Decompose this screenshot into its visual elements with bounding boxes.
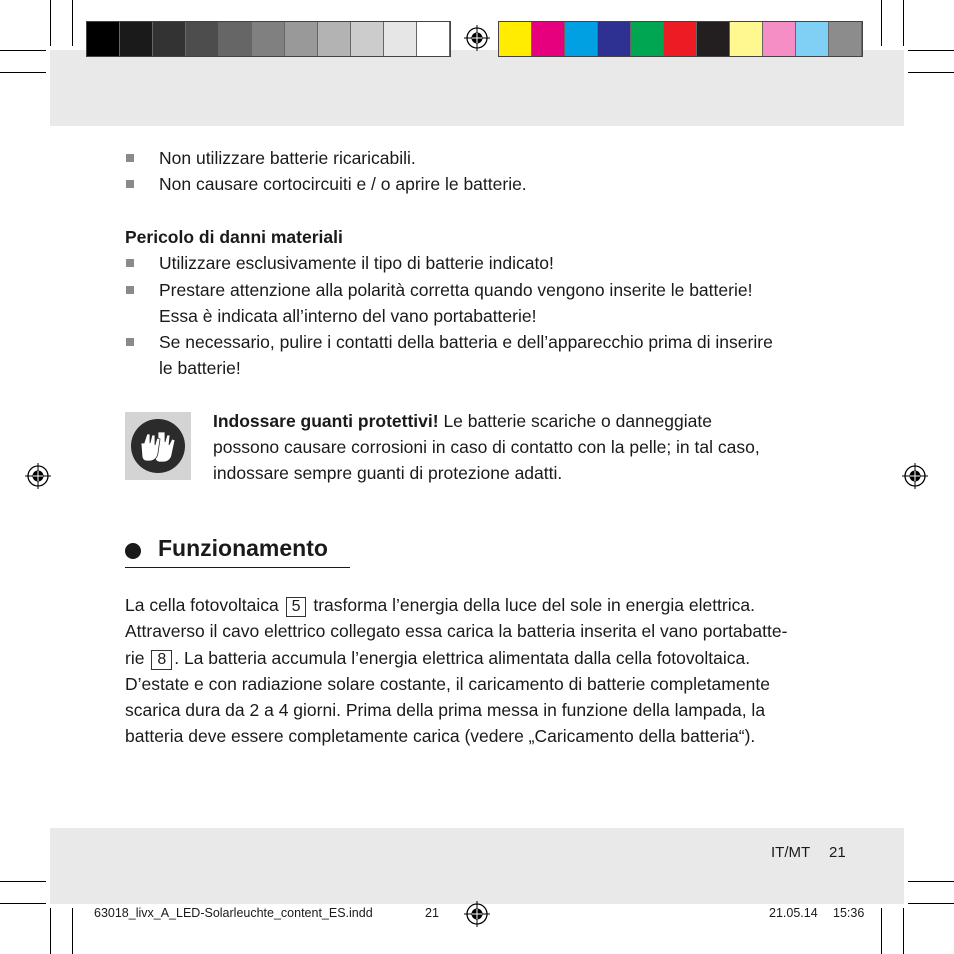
list-item: Non utilizzare batterie ricaricabili. [159,148,416,168]
crop-mark [881,0,882,46]
section-bullet-dot [125,543,141,559]
greyscale-calibration-bar [86,21,451,57]
warning-heading: Indossare guanti protettivi! [213,411,439,431]
page-number: 21 [829,844,846,861]
color-swatch [499,22,532,56]
color-swatch [697,22,730,56]
slug-page: 21 [425,906,439,920]
crop-mark [72,908,73,954]
list-item: Non causare cortocircuiti e / o aprire le batterie. [159,174,527,194]
crop-mark [908,881,954,882]
paragraph-line [125,645,750,671]
part-reference-8: 8 [151,650,172,670]
registration-mark-icon [464,901,490,927]
color-calibration-bar [498,21,863,57]
color-swatch [829,22,862,56]
color-swatch [664,22,697,56]
list-item-continuation: Essa è indicata all’interno del vano portabatterie! [159,306,537,326]
section-title-underline [125,567,350,568]
slug-filename: 63018_livx_A_LED-Solarleuchte_content_ES.indd [94,906,373,920]
footer-language: IT/MT [771,844,811,861]
part-reference-5: 5 [286,597,307,617]
color-swatch [565,22,598,56]
grey-swatch [318,22,351,56]
paragraph-line: scarica dura da 2 a 4 giorni. Prima della prima messa in funzione della lampada, la [125,700,766,720]
grey-swatch [219,22,252,56]
color-swatch [532,22,565,56]
bullet-marker [126,286,134,294]
grey-swatch [252,22,285,56]
crop-mark [908,903,954,904]
section-title: Funzionamento [158,535,328,561]
bullet-marker [126,259,134,267]
crop-mark [50,908,51,954]
warning-line [213,408,712,434]
grey-swatch [153,22,186,56]
registration-mark-icon [464,25,490,51]
warning-line: possono causare corrosioni in caso di contatto con la pelle; in tal caso, [213,437,760,457]
color-swatch [631,22,664,56]
bullet-marker [126,154,134,162]
slug-date: 21.05.14 [769,906,818,920]
crop-mark [72,0,73,46]
grey-swatch [351,22,384,56]
crop-mark [881,908,882,954]
crop-mark [0,881,46,882]
header-band [50,50,904,126]
list-item: Se necessario, pulire i contatti della batteria e dell’apparecchio prima di inserire [159,332,773,352]
grey-swatch [417,22,450,56]
bullet-marker [126,338,134,346]
grey-swatch [87,22,120,56]
registration-mark-icon [25,463,51,489]
crop-mark [0,50,46,51]
crop-mark [0,903,46,904]
text-run: trasforma l’energia della luce del sole in energia elettrica. [308,595,755,615]
grey-swatch [285,22,318,56]
list-item: Prestare attenzione alla polarità corretta quando vengono inserite le batterie! [159,280,753,300]
grey-swatch [384,22,417,56]
paragraph-line: Attraverso il cavo elettrico collegato essa carica la batteria inserita el vano portabatte- [125,621,788,641]
paragraph-line: D’estate e con radiazione solare costante, il caricamento di batterie completamente [125,674,770,694]
paragraph-line: batteria deve essere completamente carica (vedere „Caricamento della batteria“). [125,726,756,746]
warning-text: Le batterie scariche o danneggiate [438,411,712,431]
list-item: Utilizzare esclusivamente il tipo di batterie indicato! [159,253,554,273]
warning-line: indossare sempre guanti di protezione adatti. [213,463,563,483]
grey-swatch [186,22,219,56]
list-item-continuation: le batterie! [159,358,241,378]
crop-mark [0,72,46,73]
paragraph-line [125,592,755,618]
text-run: La cella fotovoltaica [125,595,284,615]
color-swatch [730,22,763,56]
crop-mark [50,0,51,46]
slug-time: 15:36 [833,906,865,920]
grey-swatch [120,22,153,56]
color-swatch [763,22,796,56]
crop-mark [908,72,954,73]
text-run: . La batteria accumula l’energia elettrica alimentata dalla cella fotovoltaica. [174,648,751,668]
text-run: rie [125,648,150,668]
registration-mark-icon [902,463,928,489]
color-swatch [598,22,631,56]
footer-band [50,828,904,904]
protective-gloves-icon [125,412,191,480]
color-swatch [796,22,829,56]
crop-mark [903,0,904,46]
bullet-marker [126,180,134,188]
section-subheading: Pericolo di danni materiali [125,227,343,247]
crop-mark [903,908,904,954]
crop-mark [908,50,954,51]
